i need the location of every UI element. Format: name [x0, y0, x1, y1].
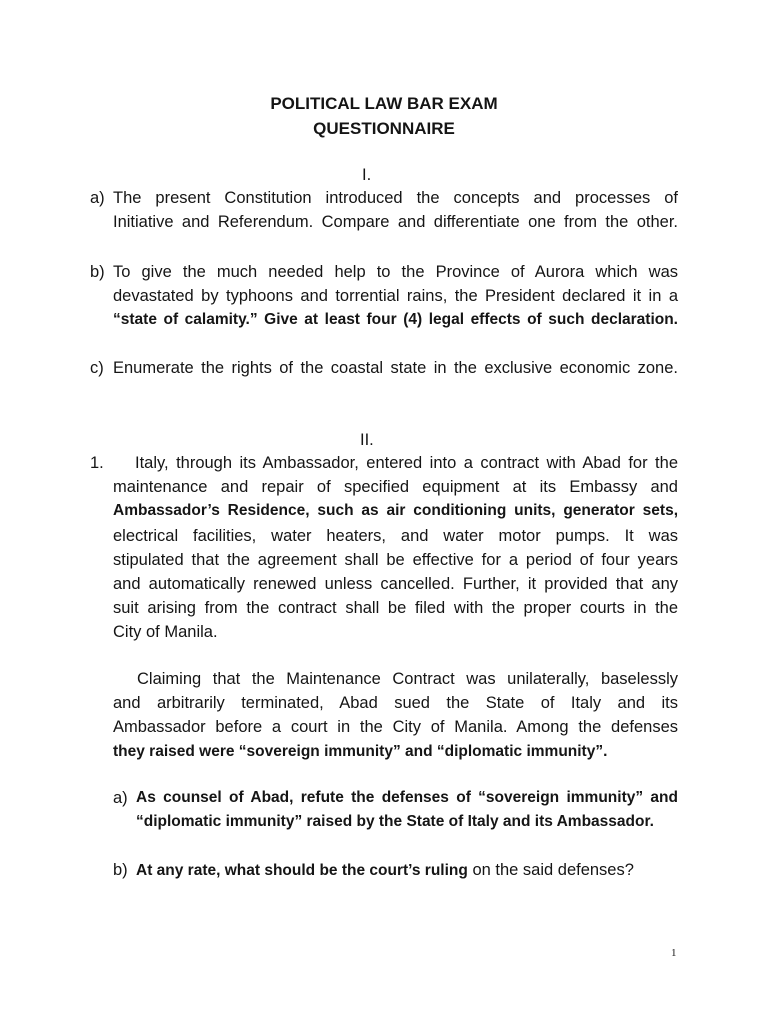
text-line: City of Manila.: [113, 623, 218, 642]
question-1c-text: [113, 356, 678, 380]
page-number: 1: [671, 947, 677, 959]
section-numeral-ii: II.: [360, 431, 374, 449]
text-line: suit arising from the contract shall be filed with the proper courts in the: [113, 599, 678, 618]
sub-question-label: a): [113, 789, 128, 807]
item-label: 1.: [90, 454, 104, 472]
item-1-paragraph: [113, 451, 678, 645]
text-line: and arbitrarily terminated, Abad sued the State of Italy and its: [113, 694, 678, 713]
question-1b-text: [113, 260, 678, 333]
text-line: Ambassador before a court in the City of Manila. Among the defenses: [113, 718, 678, 737]
text-line: Enumerate the rights of the coastal state in the exclusive economic zone.: [113, 359, 678, 377]
sub-question-a-text: [136, 786, 678, 834]
bold-phrase: At any rate, what should be the court’s ruling: [136, 862, 468, 879]
text-line: Initiative and Referendum. Compare and differentiate one from the other.: [113, 213, 678, 232]
normal-phrase: on the said defenses?: [472, 861, 634, 879]
question-label: c): [90, 359, 104, 377]
item-1-paragraph-2: [113, 667, 678, 764]
text-line: stipulated that the agreement shall be effective for a period of four years: [113, 550, 678, 569]
text-line: [136, 858, 678, 882]
sub-question-b-text: [136, 858, 678, 882]
sub-question-label: b): [113, 861, 128, 879]
question-1a-text: [113, 186, 678, 234]
bold-text-line: “state of calamity.” Give at least four (4) legal effects of such declaration.: [113, 311, 678, 329]
question-label: b): [90, 263, 105, 281]
text-line: Claiming that the Maintenance Contract was unilaterally, baselessly: [137, 670, 678, 688]
bold-text-line: Ambassador’s Residence, such as air conditioning units, generator sets,: [113, 502, 678, 520]
text-line: maintenance and repair of specified equipment at its Embassy and: [113, 478, 678, 497]
question-label: a): [90, 189, 105, 207]
section-numeral-i: I.: [362, 166, 372, 184]
document-title: [0, 91, 768, 141]
text-line: electrical facilities, water heaters, and water motor pumps. It was: [113, 526, 678, 545]
text-line: devastated by typhoons and torrential rains, the President declared it in a: [113, 287, 678, 306]
text-line: To give the much needed help to the Province of Aurora which was: [113, 263, 678, 281]
bold-text-line: As counsel of Abad, refute the defenses of “sovereign immunity” and: [136, 789, 678, 806]
title-line-1: POLITICAL LAW BAR EXAM: [270, 94, 498, 113]
bold-text-line: they raised were “sovereign immunity” and “diplomatic immunity”.: [113, 742, 608, 760]
bold-text-line: “diplomatic immunity” raised by the State of Italy and its Ambassador.: [136, 813, 654, 831]
title-line-2: QUESTIONNAIRE: [313, 119, 455, 138]
text-line: The present Constitution introduced the concepts and processes of: [113, 189, 678, 207]
text-line: and automatically renewed unless cancelled. Further, it provided that any: [113, 574, 678, 593]
text-line: Italy, through its Ambassador, entered into a contract with Abad for the: [135, 454, 678, 472]
